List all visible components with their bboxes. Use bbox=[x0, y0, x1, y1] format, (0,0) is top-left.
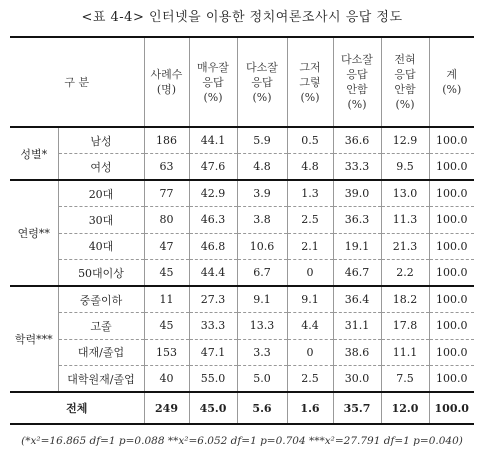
cell-v2: 6.7 bbox=[237, 260, 287, 287]
cell-n: 45 bbox=[144, 313, 189, 340]
cell-t: 100.0 bbox=[429, 233, 474, 260]
cell-v5: 21.3 bbox=[381, 233, 429, 260]
cell-v4: 30.0 bbox=[333, 366, 381, 393]
cell-v4: 36.6 bbox=[333, 127, 381, 154]
cell-n: 40 bbox=[144, 366, 189, 393]
cell-v4: 36.4 bbox=[333, 286, 381, 313]
cell-v3: 2.5 bbox=[287, 366, 333, 393]
table-row bbox=[10, 286, 474, 313]
table-title: <표 4-4> 인터넷을 이용한 정치여론조사시 응답 정도 bbox=[81, 10, 403, 25]
cell-v4: 36.3 bbox=[333, 207, 381, 234]
cell-v2: 3.9 bbox=[237, 180, 287, 207]
cell-t: 100.0 bbox=[429, 180, 474, 207]
cell-n: 80 bbox=[144, 207, 189, 234]
cell-v2: 5.9 bbox=[237, 127, 287, 154]
cell-v3: 2.1 bbox=[287, 233, 333, 260]
cell-v2: 9.1 bbox=[237, 286, 287, 313]
cell-v2: 5.0 bbox=[237, 366, 287, 393]
cell-v3: 1.3 bbox=[287, 180, 333, 207]
cell-v4: 46.7 bbox=[333, 260, 381, 287]
header-somewhat: 다소잘 응답 (%) bbox=[237, 37, 287, 127]
cell-v4: 39.0 bbox=[333, 180, 381, 207]
cell-v1: 33.3 bbox=[189, 313, 237, 340]
total-cell-t: 100.0 bbox=[429, 392, 474, 424]
cell-v3: 0 bbox=[287, 260, 333, 287]
group-label: 학력*** bbox=[10, 286, 58, 392]
cell-n: 77 bbox=[144, 180, 189, 207]
cell-v4: 38.6 bbox=[333, 339, 381, 366]
header-count: 사례수 (명) bbox=[144, 37, 189, 127]
cell-v5: 7.5 bbox=[381, 366, 429, 393]
cell-n: 153 bbox=[144, 339, 189, 366]
cell-v1: 55.0 bbox=[189, 366, 237, 393]
header-total: 계 (%) bbox=[429, 37, 474, 127]
row-label: 30대 bbox=[58, 207, 144, 234]
cell-v2: 4.8 bbox=[237, 154, 287, 181]
total-cell-n: 249 bbox=[144, 392, 189, 424]
survey-table bbox=[10, 36, 474, 425]
table-row bbox=[10, 207, 474, 234]
cell-v1: 47.6 bbox=[189, 154, 237, 181]
total-cell-v2: 5.6 bbox=[237, 392, 287, 424]
cell-v5: 9.5 bbox=[381, 154, 429, 181]
cell-v3: 4.8 bbox=[287, 154, 333, 181]
table-row bbox=[10, 313, 474, 340]
row-label: 대학원재/졸업 bbox=[58, 366, 144, 393]
cell-v2: 13.3 bbox=[237, 313, 287, 340]
table-row bbox=[10, 339, 474, 366]
cell-v4: 31.1 bbox=[333, 313, 381, 340]
row-label: 여성 bbox=[58, 154, 144, 181]
table-row bbox=[10, 233, 474, 260]
cell-v1: 44.4 bbox=[189, 260, 237, 287]
cell-v2: 10.6 bbox=[237, 233, 287, 260]
cell-v5: 18.2 bbox=[381, 286, 429, 313]
cell-v4: 33.3 bbox=[333, 154, 381, 181]
cell-v4: 19.1 bbox=[333, 233, 381, 260]
header-category: 구 분 bbox=[64, 75, 90, 89]
total-row bbox=[10, 392, 474, 424]
row-label: 40대 bbox=[58, 233, 144, 260]
cell-v1: 46.3 bbox=[189, 207, 237, 234]
cell-v5: 12.9 bbox=[381, 127, 429, 154]
row-label: 대재/졸업 bbox=[58, 339, 144, 366]
table-row bbox=[10, 180, 474, 207]
cell-v1: 42.9 bbox=[189, 180, 237, 207]
cell-v5: 2.2 bbox=[381, 260, 429, 287]
cell-v2: 3.8 bbox=[237, 207, 287, 234]
cell-t: 100.0 bbox=[429, 366, 474, 393]
cell-v3: 9.1 bbox=[287, 286, 333, 313]
cell-v1: 27.3 bbox=[189, 286, 237, 313]
header-somewhat-not: 다소잘 응답 안함 (%) bbox=[333, 37, 381, 127]
cell-v1: 44.1 bbox=[189, 127, 237, 154]
header-not-at-all: 전혀 응답 안함 (%) bbox=[381, 37, 429, 127]
cell-v3: 4.4 bbox=[287, 313, 333, 340]
cell-v5: 13.0 bbox=[381, 180, 429, 207]
row-label: 중졸이하 bbox=[58, 286, 144, 313]
cell-t: 100.0 bbox=[429, 286, 474, 313]
header-very-good: 매우잘 응답 (%) bbox=[189, 37, 237, 127]
cell-n: 45 bbox=[144, 260, 189, 287]
cell-n: 63 bbox=[144, 154, 189, 181]
table-row bbox=[10, 366, 474, 393]
chi-square-note: (*x²=16.865 df=1 p=0.088 **x²=6.052 df=1 p=0.704 ***x²=27.791 df=1 p=0.040) bbox=[21, 435, 463, 447]
cell-t: 100.0 bbox=[429, 339, 474, 366]
row-label: 남성 bbox=[58, 127, 144, 154]
total-cell-v5: 12.0 bbox=[381, 392, 429, 424]
cell-v2: 3.3 bbox=[237, 339, 287, 366]
total-cell-v4: 35.7 bbox=[333, 392, 381, 424]
group-label: 성별* bbox=[10, 127, 58, 180]
total-cell-v3: 1.6 bbox=[287, 392, 333, 424]
row-label: 20대 bbox=[58, 180, 144, 207]
table-row bbox=[10, 154, 474, 181]
cell-v1: 46.8 bbox=[189, 233, 237, 260]
total-label: 전체 bbox=[10, 392, 144, 424]
cell-t: 100.0 bbox=[429, 207, 474, 234]
cell-n: 47 bbox=[144, 233, 189, 260]
cell-v3: 0.5 bbox=[287, 127, 333, 154]
group-label: 연령** bbox=[10, 180, 58, 286]
cell-t: 100.0 bbox=[429, 154, 474, 181]
row-label: 50대이상 bbox=[58, 260, 144, 287]
cell-t: 100.0 bbox=[429, 127, 474, 154]
table-row bbox=[10, 260, 474, 287]
cell-n: 186 bbox=[144, 127, 189, 154]
row-label: 고졸 bbox=[58, 313, 144, 340]
header-so-so: 그저 그렇 (%) bbox=[287, 37, 333, 127]
cell-v3: 2.5 bbox=[287, 207, 333, 234]
cell-t: 100.0 bbox=[429, 260, 474, 287]
cell-n: 11 bbox=[144, 286, 189, 313]
total-cell-v1: 45.0 bbox=[189, 392, 237, 424]
cell-v1: 47.1 bbox=[189, 339, 237, 366]
cell-t: 100.0 bbox=[429, 313, 474, 340]
cell-v5: 11.1 bbox=[381, 339, 429, 366]
cell-v3: 0 bbox=[287, 339, 333, 366]
table-row bbox=[10, 127, 474, 154]
cell-v5: 17.8 bbox=[381, 313, 429, 340]
cell-v5: 11.3 bbox=[381, 207, 429, 234]
